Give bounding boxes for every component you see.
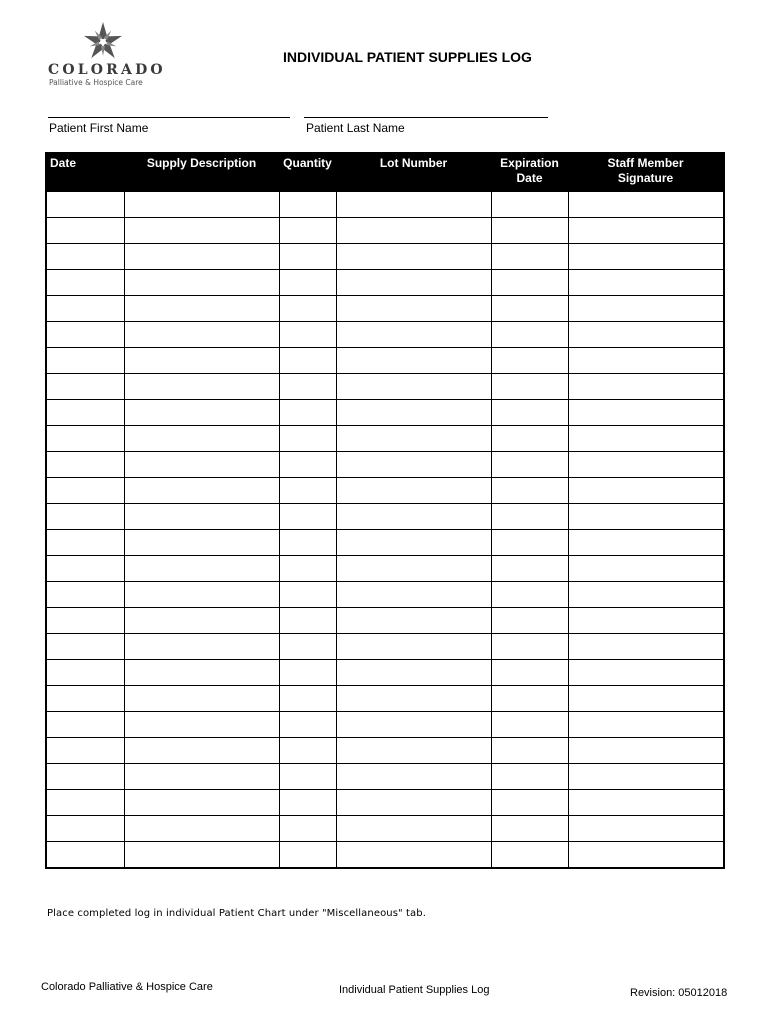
date-cell[interactable] [46, 244, 124, 270]
supply-cell[interactable] [124, 322, 279, 348]
footer-revision: Revision: 05012018 [630, 987, 728, 999]
lot-cell[interactable] [336, 764, 491, 790]
table-row [46, 426, 724, 452]
expiration-cell[interactable] [491, 348, 568, 374]
signature-cell[interactable] [568, 426, 724, 452]
quantity-cell[interactable] [279, 504, 336, 530]
lot-cell[interactable] [336, 686, 491, 712]
supply-cell[interactable] [124, 816, 279, 842]
table-row [46, 270, 724, 296]
quantity-cell[interactable] [279, 452, 336, 478]
lot-cell[interactable] [336, 244, 491, 270]
signature-cell[interactable] [568, 556, 724, 582]
lot-cell[interactable] [336, 608, 491, 634]
table-row [46, 790, 724, 816]
supply-cell[interactable] [124, 660, 279, 686]
quantity-cell[interactable] [279, 790, 336, 816]
signature-cell[interactable] [568, 738, 724, 764]
signature-cell[interactable] [568, 374, 724, 400]
quantity-cell[interactable] [279, 582, 336, 608]
signature-cell[interactable] [568, 790, 724, 816]
date-cell[interactable] [46, 530, 124, 556]
supply-cell[interactable] [124, 738, 279, 764]
supply-cell[interactable] [124, 790, 279, 816]
table-row [46, 530, 724, 556]
lot-cell[interactable] [336, 400, 491, 426]
table-row [46, 504, 724, 530]
supply-cell[interactable] [124, 504, 279, 530]
lot-cell[interactable] [336, 842, 491, 869]
quantity-cell[interactable] [279, 192, 336, 218]
signature-cell[interactable] [568, 634, 724, 660]
table-row [46, 764, 724, 790]
signature-cell[interactable] [568, 218, 724, 244]
supply-cell[interactable] [124, 634, 279, 660]
signature-cell[interactable] [568, 504, 724, 530]
quantity-cell[interactable] [279, 322, 336, 348]
table-header-row [46, 153, 724, 192]
date-cell[interactable] [46, 218, 124, 244]
table-row [46, 842, 724, 869]
lot-cell[interactable] [336, 348, 491, 374]
expiration-cell[interactable] [491, 686, 568, 712]
quantity-cell[interactable] [279, 686, 336, 712]
supply-cell[interactable] [124, 478, 279, 504]
table-row [46, 348, 724, 374]
table-row [46, 608, 724, 634]
header-expiration-date: Expiration Date [491, 153, 568, 192]
date-cell[interactable] [46, 660, 124, 686]
expiration-cell[interactable] [491, 660, 568, 686]
signature-cell[interactable] [568, 192, 724, 218]
date-cell[interactable] [46, 504, 124, 530]
table-row [46, 374, 724, 400]
date-cell[interactable] [46, 426, 124, 452]
date-cell[interactable] [46, 400, 124, 426]
footer-organization: Colorado Palliative & Hospice Care [41, 981, 213, 993]
table-row [46, 218, 724, 244]
header-supply-description: Supply Description [124, 153, 279, 192]
supply-cell[interactable] [124, 712, 279, 738]
first-name-field[interactable] [48, 117, 290, 118]
lot-cell[interactable] [336, 452, 491, 478]
lot-cell[interactable] [336, 218, 491, 244]
quantity-cell[interactable] [279, 400, 336, 426]
table-row [46, 192, 724, 218]
expiration-cell[interactable] [491, 556, 568, 582]
quantity-cell[interactable] [279, 660, 336, 686]
table-row [46, 322, 724, 348]
expiration-cell[interactable] [491, 218, 568, 244]
expiration-cell[interactable] [491, 244, 568, 270]
date-cell[interactable] [46, 582, 124, 608]
quantity-cell[interactable] [279, 634, 336, 660]
signature-cell[interactable] [568, 530, 724, 556]
date-cell[interactable] [46, 192, 124, 218]
quantity-cell[interactable] [279, 244, 336, 270]
quantity-cell[interactable] [279, 348, 336, 374]
quantity-cell[interactable] [279, 842, 336, 869]
supplies-log-table [45, 152, 725, 869]
supply-cell[interactable] [124, 244, 279, 270]
instruction-note: Place completed log in individual Patient Chart under "Miscellaneous" tab. [47, 908, 427, 919]
quantity-cell[interactable] [279, 218, 336, 244]
table-row [46, 452, 724, 478]
lot-cell[interactable] [336, 504, 491, 530]
logo-wordmark: COLORADO [48, 62, 166, 78]
expiration-cell[interactable] [491, 452, 568, 478]
date-cell[interactable] [46, 374, 124, 400]
signature-cell[interactable] [568, 478, 724, 504]
lot-cell[interactable] [336, 478, 491, 504]
lot-cell[interactable] [336, 322, 491, 348]
signature-cell[interactable] [568, 842, 724, 869]
supply-cell[interactable] [124, 686, 279, 712]
supply-cell[interactable] [124, 218, 279, 244]
lot-cell[interactable] [336, 556, 491, 582]
date-cell[interactable] [46, 270, 124, 296]
table-row [46, 296, 724, 322]
expiration-cell[interactable] [491, 816, 568, 842]
signature-cell[interactable] [568, 270, 724, 296]
date-cell[interactable] [46, 790, 124, 816]
lot-cell[interactable] [336, 582, 491, 608]
supply-cell[interactable] [124, 582, 279, 608]
table-row [46, 738, 724, 764]
date-cell[interactable] [46, 452, 124, 478]
expiration-cell[interactable] [491, 400, 568, 426]
expiration-cell[interactable] [491, 296, 568, 322]
date-cell[interactable] [46, 556, 124, 582]
lot-cell[interactable] [336, 790, 491, 816]
lot-cell[interactable] [336, 712, 491, 738]
lot-cell[interactable] [336, 634, 491, 660]
quantity-cell[interactable] [279, 296, 336, 322]
last-name-field[interactable] [304, 117, 548, 118]
expiration-cell[interactable] [491, 530, 568, 556]
quantity-cell[interactable] [279, 712, 336, 738]
table-row [46, 686, 724, 712]
table-row [46, 660, 724, 686]
footer-document-name: Individual Patient Supplies Log [339, 984, 490, 996]
header-quantity: Quantity [279, 153, 336, 192]
supply-cell[interactable] [124, 270, 279, 296]
supply-cell[interactable] [124, 764, 279, 790]
date-cell[interactable] [46, 608, 124, 634]
lot-cell[interactable] [336, 530, 491, 556]
supply-cell[interactable] [124, 426, 279, 452]
expiration-cell[interactable] [491, 426, 568, 452]
table-body [46, 192, 724, 869]
signature-cell[interactable] [568, 712, 724, 738]
date-cell[interactable] [46, 322, 124, 348]
quantity-cell[interactable] [279, 270, 336, 296]
signature-cell[interactable] [568, 296, 724, 322]
last-name-label: Patient Last Name [306, 121, 405, 135]
quantity-cell[interactable] [279, 556, 336, 582]
signature-cell[interactable] [568, 660, 724, 686]
date-cell[interactable] [46, 738, 124, 764]
supply-cell[interactable] [124, 374, 279, 400]
expiration-cell[interactable] [491, 738, 568, 764]
supply-cell[interactable] [124, 842, 279, 869]
date-cell[interactable] [46, 478, 124, 504]
header-staff-signature: Staff Member Signature [568, 153, 724, 192]
table-row [46, 582, 724, 608]
logo-subtitle: Palliative & Hospice Care [49, 78, 143, 87]
quantity-cell[interactable] [279, 608, 336, 634]
table-row [46, 634, 724, 660]
date-cell[interactable] [46, 296, 124, 322]
date-cell[interactable] [46, 764, 124, 790]
date-cell[interactable] [46, 816, 124, 842]
date-cell[interactable] [46, 712, 124, 738]
supply-cell[interactable] [124, 530, 279, 556]
signature-cell[interactable] [568, 608, 724, 634]
signature-cell[interactable] [568, 764, 724, 790]
quantity-cell[interactable] [279, 738, 336, 764]
table-row [46, 478, 724, 504]
quantity-cell[interactable] [279, 764, 336, 790]
lot-cell[interactable] [336, 270, 491, 296]
lot-cell[interactable] [336, 374, 491, 400]
signature-cell[interactable] [568, 582, 724, 608]
lot-cell[interactable] [336, 738, 491, 764]
supply-cell[interactable] [124, 608, 279, 634]
lot-cell[interactable] [336, 296, 491, 322]
expiration-cell[interactable] [491, 374, 568, 400]
expiration-cell[interactable] [491, 322, 568, 348]
quantity-cell[interactable] [279, 478, 336, 504]
expiration-cell[interactable] [491, 582, 568, 608]
expiration-cell[interactable] [491, 504, 568, 530]
date-cell[interactable] [46, 842, 124, 869]
supply-cell[interactable] [124, 400, 279, 426]
date-cell[interactable] [46, 686, 124, 712]
supply-cell[interactable] [124, 452, 279, 478]
quantity-cell[interactable] [279, 374, 336, 400]
header-lot-number: Lot Number [336, 153, 491, 192]
expiration-cell[interactable] [491, 270, 568, 296]
supply-cell[interactable] [124, 556, 279, 582]
table-row [46, 244, 724, 270]
supply-cell[interactable] [124, 348, 279, 374]
lot-cell[interactable] [336, 192, 491, 218]
organization-logo [44, 20, 174, 92]
lot-cell[interactable] [336, 426, 491, 452]
expiration-cell[interactable] [491, 790, 568, 816]
lot-cell[interactable] [336, 660, 491, 686]
page-title: INDIVIDUAL PATIENT SUPPLIES LOG [283, 49, 532, 65]
expiration-cell[interactable] [491, 634, 568, 660]
signature-cell[interactable] [568, 322, 724, 348]
table-row [46, 556, 724, 582]
quantity-cell[interactable] [279, 530, 336, 556]
signature-cell[interactable] [568, 816, 724, 842]
lot-cell[interactable] [336, 816, 491, 842]
date-cell[interactable] [46, 348, 124, 374]
signature-cell[interactable] [568, 686, 724, 712]
expiration-cell[interactable] [491, 712, 568, 738]
supply-cell[interactable] [124, 192, 279, 218]
expiration-cell[interactable] [491, 192, 568, 218]
signature-cell[interactable] [568, 400, 724, 426]
signature-cell[interactable] [568, 452, 724, 478]
header-date: Date [46, 153, 124, 192]
columbine-flower-icon [80, 20, 126, 64]
expiration-cell[interactable] [491, 842, 568, 869]
expiration-cell[interactable] [491, 478, 568, 504]
supply-cell[interactable] [124, 296, 279, 322]
table-row [46, 816, 724, 842]
table-row [46, 400, 724, 426]
expiration-cell[interactable] [491, 764, 568, 790]
date-cell[interactable] [46, 634, 124, 660]
quantity-cell[interactable] [279, 816, 336, 842]
quantity-cell[interactable] [279, 426, 336, 452]
signature-cell[interactable] [568, 348, 724, 374]
signature-cell[interactable] [568, 244, 724, 270]
expiration-cell[interactable] [491, 608, 568, 634]
first-name-label: Patient First Name [49, 121, 149, 135]
table-row [46, 712, 724, 738]
